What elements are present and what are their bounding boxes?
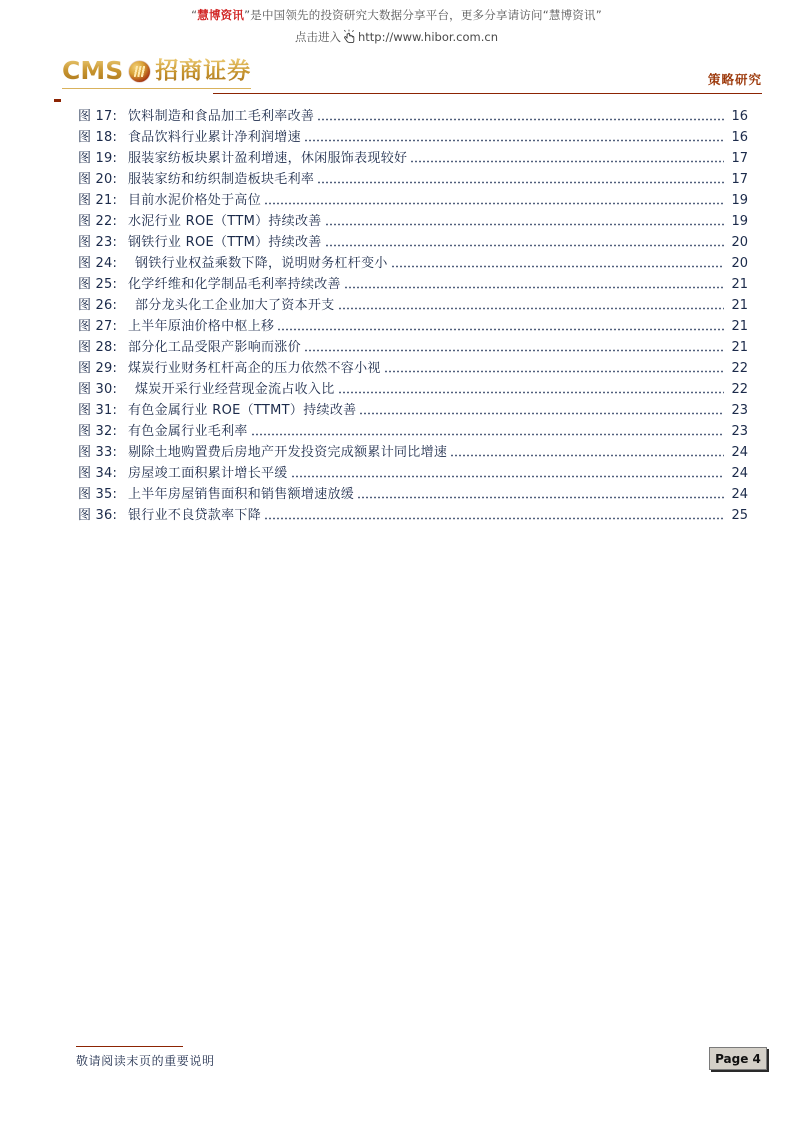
toc-entry-title: 化学纤维和化学制品毛利率持续改善	[128, 277, 341, 292]
toc-entry[interactable]	[78, 358, 748, 379]
toc-entry-title: 有色金属行业毛利率	[128, 424, 248, 439]
toc-leader-dots	[325, 218, 724, 231]
promo-quote-open: “	[191, 8, 198, 22]
header-department-label: 策略研究	[707, 72, 762, 87]
company-logo	[62, 56, 251, 89]
page-number-badge[interactable]: Page 4	[709, 1047, 767, 1070]
toc-entry-number: 图 18:	[78, 130, 118, 145]
toc-entry-page-number: 22	[731, 361, 748, 376]
promo-line-1	[0, 6, 793, 25]
promo-click-label: 点击进入	[294, 30, 341, 44]
toc-entry-page-number: 21	[731, 340, 748, 355]
toc-leader-dots	[277, 323, 724, 336]
toc-entry-title: 部分龙头化工企业加大了资本开支	[135, 298, 335, 313]
toc-entry-number: 图 32:	[78, 424, 118, 439]
toc-entry-page-number: 22	[731, 382, 748, 397]
toc-entry[interactable]	[78, 400, 748, 421]
toc-entry-number: 图 27:	[78, 319, 118, 334]
toc-entry[interactable]	[78, 295, 748, 316]
toc-entry-page-number: 21	[731, 319, 748, 334]
logo-chinese-text: 招商证券	[155, 58, 252, 84]
toc-entry-number: 图 34:	[78, 466, 118, 481]
toc-leader-dots	[304, 134, 724, 147]
toc-entry-number: 图 33:	[78, 445, 118, 460]
toc-entry-title: 钢铁行业 ROE（TTM）持续改善	[128, 235, 322, 250]
toc-leader-dots	[410, 155, 724, 168]
toc-entry-title: 目前水泥价格处于高位	[128, 193, 262, 208]
toc-entry[interactable]	[78, 232, 748, 253]
toc-entry-title: 钢铁行业权益乘数下降，说明财务杠杆变小	[135, 256, 388, 271]
toc-entry-title: 水泥行业 ROE（TTM）持续改善	[128, 214, 322, 229]
toc-entry-title: 部分化工品受限产影响而涨价	[128, 340, 301, 355]
toc-entry-page-number: 19	[731, 193, 748, 208]
toc-entry-title: 服装家纺和纺织制造板块毛利率	[128, 172, 315, 187]
letterhead	[62, 56, 762, 98]
toc-entry-title: 银行业不良贷款率下降	[128, 508, 262, 523]
toc-entry-page-number: 24	[731, 487, 748, 502]
promo-brand-name: 慧博资讯	[197, 8, 245, 22]
page-edge-marker	[54, 99, 61, 102]
toc-leader-dots	[251, 428, 724, 441]
toc-entry-page-number: 24	[731, 445, 748, 460]
toc-leader-dots	[391, 260, 724, 273]
footer-disclaimer: 敬请阅读末页的重要说明	[76, 1054, 215, 1068]
header-divider	[213, 93, 762, 94]
toc-entry-page-number: 25	[731, 508, 748, 523]
toc-entry-title: 上半年房屋销售面积和销售额增速放缓	[128, 487, 355, 502]
toc-entry[interactable]	[78, 127, 748, 148]
toc-entry-page-number: 16	[731, 109, 748, 124]
toc-leader-dots	[357, 491, 724, 504]
toc-entry-number: 图 19:	[78, 151, 118, 166]
toc-entry[interactable]	[78, 421, 748, 442]
toc-entry-title: 饮料制造和食品加工毛利率改善	[128, 109, 315, 124]
toc-leader-dots	[338, 386, 724, 399]
toc-leader-dots	[384, 365, 724, 378]
toc-entry-number: 图 30:	[78, 382, 118, 397]
toc-entry-number: 图 23:	[78, 235, 118, 250]
toc-entry[interactable]	[78, 379, 748, 400]
toc-entry-number: 图 29:	[78, 361, 118, 376]
toc-entry[interactable]	[78, 211, 748, 232]
toc-entry[interactable]	[78, 463, 748, 484]
toc-entry[interactable]	[78, 169, 748, 190]
toc-entry-page-number: 23	[731, 424, 748, 439]
toc-entry[interactable]	[78, 316, 748, 337]
toc-entry-number: 图 22:	[78, 214, 118, 229]
toc-leader-dots	[344, 281, 724, 294]
footer-divider	[76, 1046, 183, 1047]
toc-entry-page-number: 20	[731, 235, 748, 250]
toc-leader-dots	[317, 113, 724, 126]
logo-latin-text: CMS	[62, 56, 124, 85]
toc-entry-number: 图 25:	[78, 277, 118, 292]
toc-entry-title: 食品饮料行业累计净利润增速	[128, 130, 301, 145]
toc-entry-page-number: 17	[731, 151, 748, 166]
promo-banner	[0, 6, 793, 50]
toc-entry-title: 剔除土地购置费后房地产开发投资完成额累计同比增速	[128, 445, 448, 460]
toc-entry-page-number: 21	[731, 298, 748, 313]
toc-entry[interactable]	[78, 106, 748, 127]
toc-entry[interactable]	[78, 484, 748, 505]
toc-entry-page-number: 17	[731, 172, 748, 187]
toc-entry-title: 服装家纺板块累计盈利增速，休闲服饰表现较好	[128, 151, 408, 166]
toc-leader-dots	[325, 239, 724, 252]
toc-entry[interactable]	[78, 442, 748, 463]
promo-line-2	[0, 28, 793, 50]
toc-entry-number: 图 28:	[78, 340, 118, 355]
toc-entry-page-number: 20	[731, 256, 748, 271]
toc-leader-dots	[338, 302, 724, 315]
toc-entry-number: 图 20:	[78, 172, 118, 187]
toc-leader-dots	[291, 470, 724, 483]
toc-leader-dots	[264, 512, 724, 525]
toc-entry[interactable]	[78, 337, 748, 358]
toc-entry-title: 上半年原油价格中枢上移	[128, 319, 275, 334]
toc-entry[interactable]	[78, 253, 748, 274]
toc-entry-title: 煤炭行业财务杠杆高企的压力依然不容小视	[128, 361, 381, 376]
toc-entry-number: 图 17:	[78, 109, 118, 124]
toc-entry-page-number: 19	[731, 214, 748, 229]
toc-leader-dots	[450, 449, 724, 462]
toc-entry-number: 图 24:	[78, 256, 118, 271]
toc-entry-number: 图 26:	[78, 298, 118, 313]
toc-leader-dots	[359, 407, 724, 420]
toc-leader-dots	[317, 176, 724, 189]
pointing-hand-cursor-icon	[343, 29, 356, 50]
toc-leader-dots	[304, 344, 724, 357]
toc-entry[interactable]	[78, 148, 748, 169]
toc-entry-number: 图 35:	[78, 487, 118, 502]
toc-leader-dots	[264, 197, 724, 210]
toc-entry[interactable]	[78, 190, 748, 211]
promo-line-1-text: ”是中国领先的投资研究大数据分享平台，更多分享请访问“慧博资讯”	[244, 8, 602, 22]
toc-entry-number: 图 21:	[78, 193, 118, 208]
toc-entry-number: 图 31:	[78, 403, 118, 418]
toc-entry-page-number: 21	[731, 277, 748, 292]
toc-entry-number: 图 36:	[78, 508, 118, 523]
toc-entry-page-number: 23	[731, 403, 748, 418]
toc-entry[interactable]	[78, 505, 748, 526]
toc-entry[interactable]	[78, 274, 748, 295]
logo-emblem-icon	[129, 61, 150, 82]
toc-entry-title: 煤炭开采行业经营现金流占收入比	[135, 382, 335, 397]
toc-entry-title: 有色金属行业 ROE（TTMT）持续改善	[128, 403, 357, 418]
toc-entry-page-number: 16	[731, 130, 748, 145]
toc-entry-title: 房屋竣工面积累计增长平缓	[128, 466, 288, 481]
table-of-contents	[78, 106, 748, 526]
promo-url[interactable]: http://www.hibor.com.cn	[357, 30, 499, 44]
toc-entry-page-number: 24	[731, 466, 748, 481]
